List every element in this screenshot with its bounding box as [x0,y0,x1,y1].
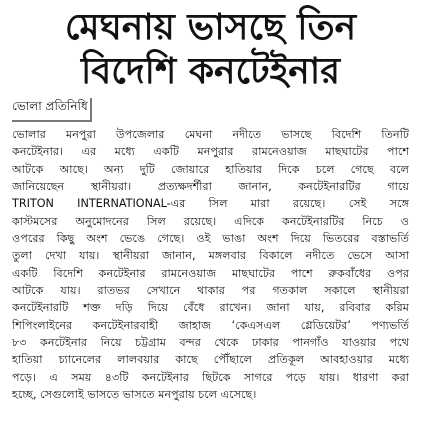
body-line: কনটেইনারটি শক্ত দড়ি দিয়ে বেঁধে রাখেন। জানা যায়, রবিবার করিম [12,301,409,315]
body-line: শিপিংলাইনের কনটেইনারবাহী জাহাজ ‘কেএসএল গ্লেডিয়েটর’ পণ্যভর্তি [12,318,409,332]
body-line: হাতিয়া চ্যানেলের লালবয়ার কাছে পৌঁছালে প্রতিকূল আবহাওয়ার মধ্যে [12,353,409,367]
body-line: তুলা দেখা যায়। স্থানীয়রা জানান, মঙ্গলবার বিকালে নদীতে ভেসে আসা [12,249,409,263]
headline-line-2: বিদেশি কনটেইনার [80,51,341,92]
body-line: জানিয়েছেন স্থানীয়রা। প্রত্যক্ষদর্শীরা জানান, কনটেইনারটির গায়ে [12,180,409,194]
body-line: একটি বিদেশি কনটেইনার রামনেওয়াজ মাছঘাটের পাশে রুকবাঁধের ওপর [12,266,409,280]
body-line: কনটেইনার। এর মধ্যে একটি মনপুরার রামনেওয়াজ মাছঘাটের পাশে [12,145,409,159]
headline [6,6,415,94]
body-line: আটকে যায়। রাতভর সেখানে থাকার পর গতকাল সকালে স্থানীয়রা [12,284,409,298]
body-line: কাস্টমসের অনুমোদনের সিল রয়েছে। এদিকে কনটেইনারটির নিচে ও [12,214,409,228]
body-line: ওপরের কিছু অংশ ভেঙে গেছে। ওই ভাঙা অংশ দিয়ে ভিতরের বস্তাভর্তি [12,232,409,246]
byline: ভোলা প্রতিনিধি [12,98,92,122]
article-body [12,126,409,404]
headline-line-1: মেঘনায় ভাসছে তিন [64,7,357,48]
body-line: হচ্ছে, সেগুলোই ভাসতে ভাসতে মনপুরায় চলে এসেছে। [12,388,257,402]
body-line: TRITON INTERNATIONAL-এর সিল মারা রয়েছে। সেই সঙ্গে [12,197,409,211]
body-line: আটকে আছে। অন্য দুটি জোয়ারে হাতিয়ার দিকে চলে গেছে বলে [12,162,409,176]
body-line: ভোলার মনপুরা উপজেলার মেঘনা নদীতে ভাসছে বিদেশি তিনটি [12,128,409,141]
body-line: ৮৩ কনটেইনার নিয়ে চট্টগ্রাম বন্দর থেকে ঢাকার পানগাঁও যাওয়ার পথে [12,336,409,350]
newspaper-clipping [6,2,415,428]
body-line: পড়ে। এ সময় ৪৩টি কনটেইনার ছিটকে সাগরে পড়ে যায়। ধারণা করা [12,370,409,384]
